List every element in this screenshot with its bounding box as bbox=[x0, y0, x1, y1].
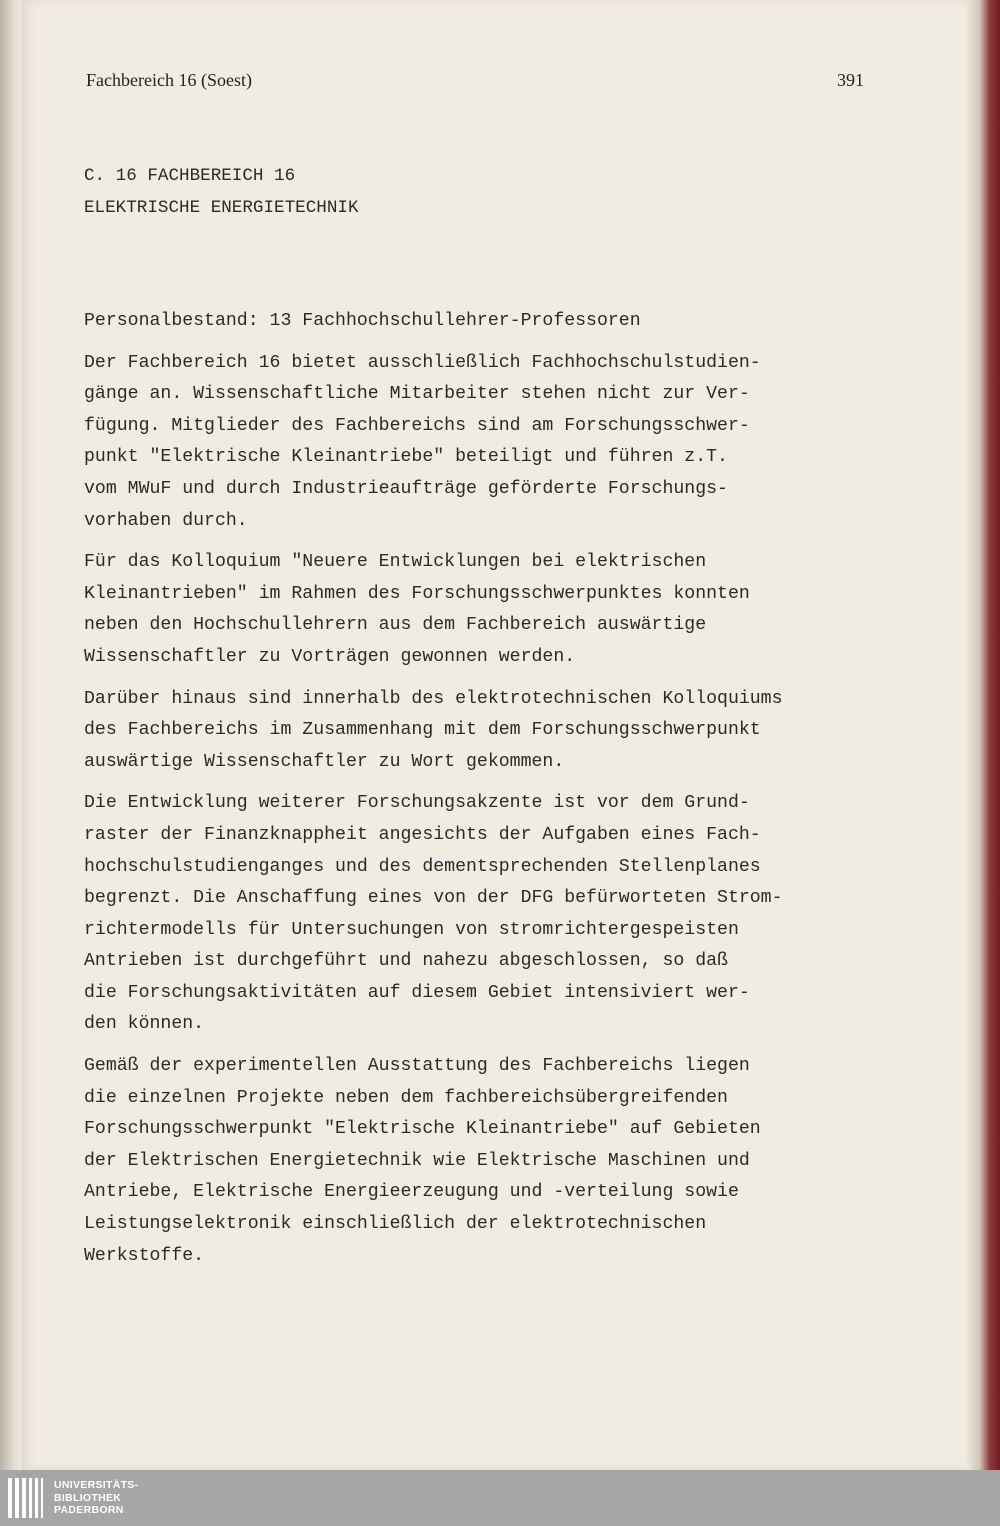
text-line: vorhaben durch. bbox=[84, 510, 248, 531]
library-logo bbox=[6, 1476, 186, 1520]
scan-right-edge bbox=[966, 0, 1000, 1470]
text-line: raster der Finanzknappheit angesichts der Aufgaben eines Fach- bbox=[84, 824, 761, 845]
text-line: Die Entwicklung weiterer Forschungsakzente ist vor dem Grund- bbox=[84, 793, 750, 814]
book-page bbox=[22, 0, 966, 1470]
text-line: Gemäß der experimentellen Ausstattung des Fachbereichs liegen bbox=[84, 1056, 750, 1077]
text-line: Der Fachbereich 16 bietet ausschließlich Fachhochschulstudien- bbox=[84, 352, 761, 373]
text-line: Leistungselektronik einschließlich der elektrotechnischen bbox=[84, 1214, 707, 1235]
section-subheading: ELEKTRISCHE ENERGIETECHNIK bbox=[84, 198, 359, 218]
text-line: der Elektrischen Energietechnik wie Elektrische Maschinen und bbox=[84, 1150, 750, 1171]
text-line: Darüber hinaus sind innerhalb des elektrotechnischen Kolloquiums bbox=[84, 688, 783, 709]
scan-left-edge bbox=[0, 0, 24, 1470]
text-line: Werkstoffe. bbox=[84, 1245, 205, 1266]
text-line: richtermodells für Untersuchungen von stromrichtergespeisten bbox=[84, 919, 739, 940]
text-line: die Forschungsaktivitäten auf diesem Gebiet intensiviert wer- bbox=[84, 982, 750, 1003]
text-line: vom MWuF und durch Industrieaufträge geförderte Forschungs- bbox=[84, 478, 728, 499]
text-line: fügung. Mitglieder des Fachbereichs sind am Forschungsschwer- bbox=[84, 415, 750, 436]
library-logo-line: BIBLIOTHEK bbox=[54, 1491, 122, 1504]
text-line: den können. bbox=[84, 1014, 205, 1035]
paragraph bbox=[84, 1051, 904, 1272]
text-line: Für das Kolloquium "Neuere Entwicklungen bei elektrischen bbox=[84, 552, 707, 573]
text-line: begrenzt. Die Anschaffung eines von der DFG befürworteten Strom- bbox=[84, 888, 783, 909]
text-line: neben den Hochschullehrern aus dem Fachbereich auswärtige bbox=[84, 615, 707, 636]
library-logo-text bbox=[54, 1479, 138, 1517]
library-logo-line: UNIVERSITÄTS- bbox=[54, 1479, 139, 1491]
text-line: Antrieben ist durchgeführt und nahezu abgeschlossen, so daß bbox=[84, 951, 728, 972]
running-header bbox=[86, 70, 864, 94]
text-line: des Fachbereichs im Zusammenhang mit dem Forschungsschwerpunkt bbox=[84, 720, 761, 741]
paragraph bbox=[84, 684, 904, 779]
library-logo-icon bbox=[6, 1476, 46, 1520]
paragraph bbox=[84, 348, 904, 538]
library-footer-bar bbox=[0, 1470, 1000, 1526]
document-body bbox=[84, 160, 904, 1272]
text-line: auswärtige Wissenschaftler zu Wort gekommen. bbox=[84, 751, 565, 772]
text-line: Antriebe, Elektrische Energieerzeugung und -verteilung sowie bbox=[84, 1182, 739, 1203]
text-line: Forschungsschwerpunkt "Elektrische Kleinantriebe" auf Gebieten bbox=[84, 1119, 761, 1140]
personnel-line: Personalbestand: 13 Fachhochschullehrer-Professoren bbox=[84, 311, 641, 331]
paragraph bbox=[84, 547, 904, 673]
text-line: gänge an. Wissenschaftliche Mitarbeiter stehen nicht zur Ver- bbox=[84, 384, 750, 405]
page-number: 391 bbox=[837, 70, 864, 90]
running-header-title: Fachbereich 16 (Soest) bbox=[86, 70, 252, 90]
text-line: Kleinantrieben" im Rahmen des Forschungsschwerpunktes konnten bbox=[84, 583, 750, 604]
library-logo-line: PADERBORN bbox=[54, 1504, 124, 1516]
text-line: die einzelnen Projekte neben dem fachbereichsübergreifenden bbox=[84, 1087, 728, 1108]
paragraph bbox=[84, 788, 904, 1041]
section-heading: C. 16 FACHBEREICH 16 bbox=[84, 166, 296, 186]
text-line: Wissenschaftler zu Vorträgen gewonnen werden. bbox=[84, 646, 576, 667]
text-line: punkt "Elektrische Kleinantriebe" beteiligt und führen z.T. bbox=[84, 447, 728, 468]
text-line: hochschulstudienganges und des dementsprechenden Stellenplanes bbox=[84, 856, 761, 877]
